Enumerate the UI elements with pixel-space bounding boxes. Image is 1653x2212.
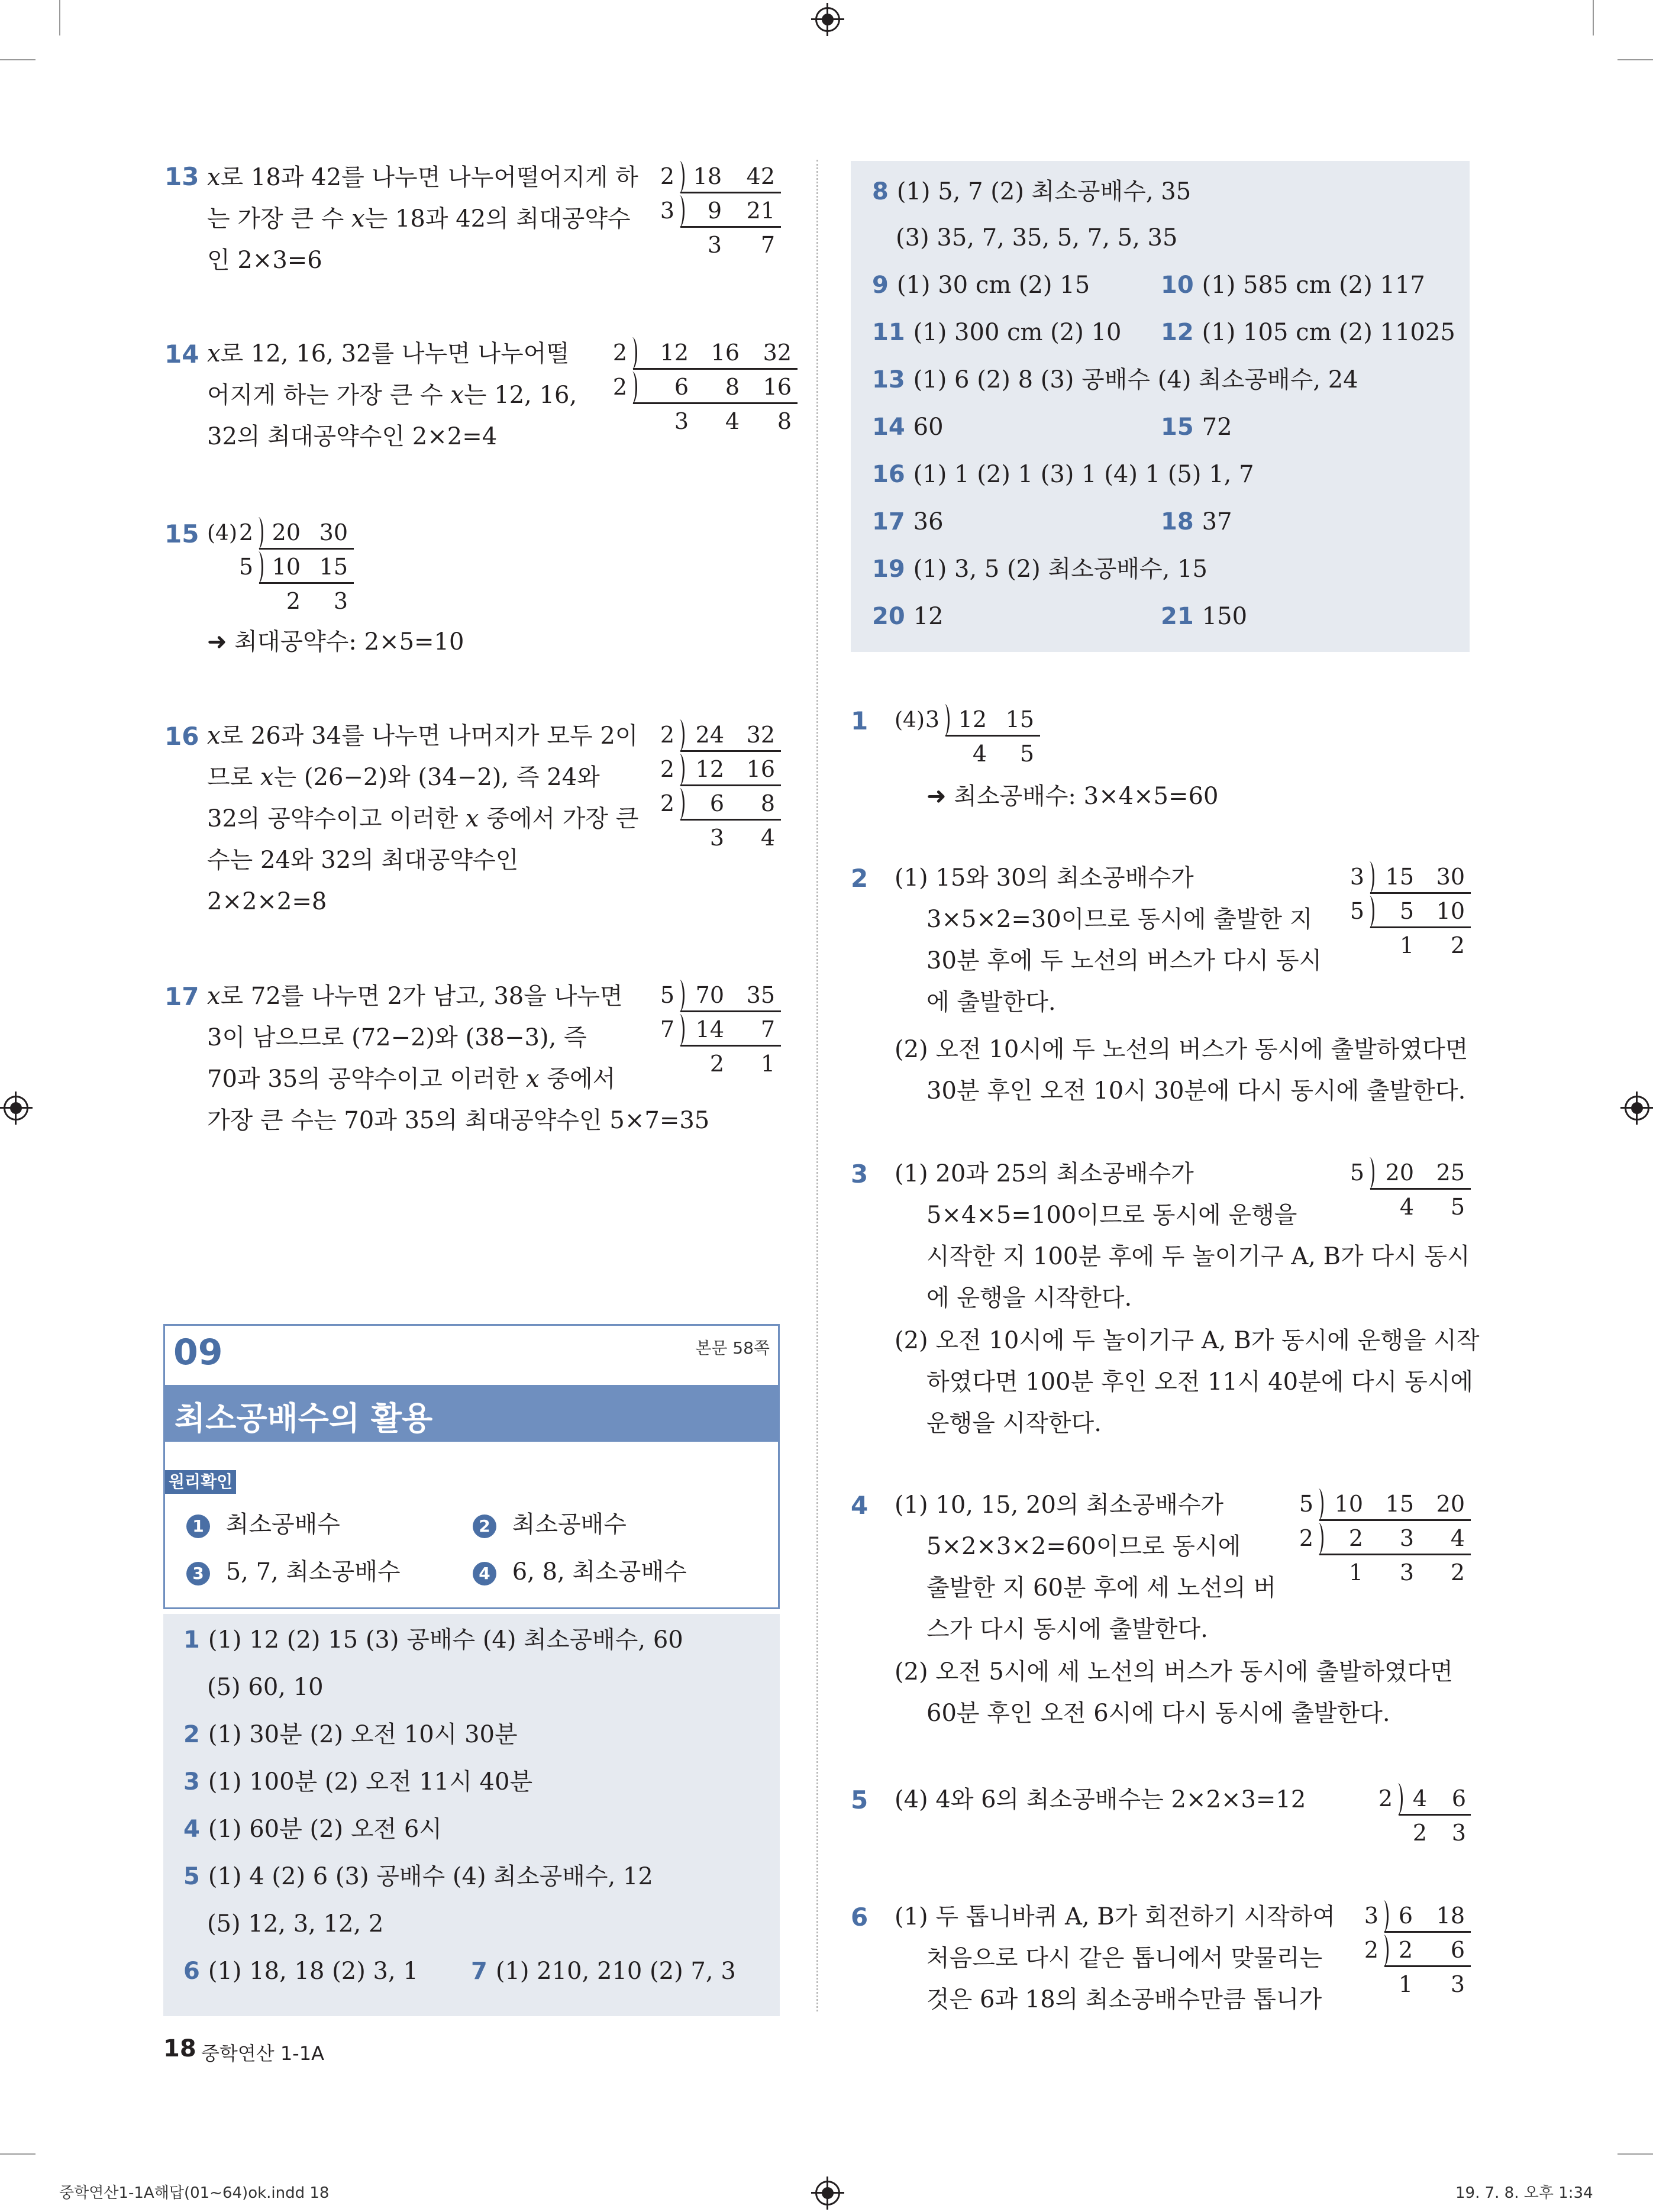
crop-mark — [0, 2153, 35, 2155]
section-title-bar — [165, 1385, 778, 1442]
solution-line: 에 운행을 시작한다. — [926, 1284, 1132, 1312]
solution-line: 인 2×3=6 — [207, 247, 322, 274]
solution-line: 스가 다시 동시에 출발한다. — [926, 1616, 1208, 1643]
crop-mark — [1618, 59, 1653, 60]
circle-number-icon: 4 — [473, 1562, 496, 1585]
solution-line: 2×2×2=8 — [207, 888, 327, 915]
problem-number: 15 — [164, 519, 199, 548]
result-line: ➜ 최대공약수: 2×5=10 — [207, 628, 464, 655]
check-item: 2 최소공배수 — [473, 1506, 627, 1539]
solution-line: (4) 4와 6의 최소공배수는 2×2×3=12 — [895, 1786, 1306, 1813]
problem-number: 13 — [164, 162, 199, 191]
registration-mark-icon — [815, 7, 840, 32]
solution-line: 𝑥로 12, 16, 32를 나누면 나누어떨 — [207, 340, 570, 367]
date-slug: 19. 7. 8. 오후 1:34 — [1455, 2184, 1593, 2202]
solution-line: 3×5×2=30이므로 동시에 출발한 지 — [926, 906, 1313, 933]
check-item: 1 최소공배수 — [186, 1506, 340, 1539]
solution-line: (1) 20과 25의 최소공배수가 — [895, 1160, 1194, 1187]
solution-line: 𝑥로 72를 나누면 2가 남고, 38을 나누면 — [207, 983, 623, 1010]
crop-mark — [1618, 2153, 1653, 2155]
registration-mark-icon — [1625, 1096, 1649, 1120]
solution-line: (2) 오전 10시에 두 노선의 버스가 동시에 출발하였다면 — [895, 1036, 1468, 1063]
answer-box — [851, 161, 1470, 652]
answer-line: 10 (1) 585 cm (2) 117 — [1161, 272, 1425, 299]
solution-line: 5×4×5=100이므로 동시에 운행을 — [926, 1202, 1297, 1229]
registration-mark-icon — [4, 1096, 28, 1120]
problem-number: 1 — [851, 706, 869, 735]
solution-line: 처음으로 다시 같은 톱니에서 맞물리는 — [926, 1945, 1323, 1972]
answer-line: 5 (1) 4 (2) 6 (3) 공배수 (4) 최소공배수, 12 — [183, 1863, 653, 1890]
circle-number-icon: 3 — [186, 1562, 210, 1585]
circle-number-icon: 1 — [186, 1515, 210, 1538]
solution-line: 5×2×3×2=60이므로 동시에 — [926, 1533, 1241, 1560]
problem-number: 14 — [164, 340, 199, 369]
solution-line: (1) 15와 30의 최소공배수가 — [895, 864, 1194, 892]
solution-line: 가장 큰 수는 70과 35의 최대공약수인 5×7=35 — [207, 1107, 710, 1134]
circle-number-icon: 2 — [473, 1515, 496, 1538]
answer-line: 20 12 — [872, 603, 944, 630]
answer-line: 18 37 — [1161, 508, 1232, 535]
solution-line: 에 출발한다. — [926, 989, 1056, 1016]
problem-number: 17 — [164, 982, 199, 1011]
solution-line: 60분 후인 오전 6시에 다시 동시에 출발한다. — [926, 1700, 1390, 1727]
solution-line: 어지게 하는 가장 큰 수 𝑥는 12, 16, — [207, 382, 577, 409]
page-reference: 본문 58쪽 — [695, 1338, 770, 1358]
solution-line: 하였다면 100분 후인 오전 11시 40분에 다시 동시에 — [926, 1368, 1474, 1396]
answer-line: 11 (1) 300 cm (2) 10 — [872, 319, 1122, 346]
answer-line: 7 (1) 210, 210 (2) 7, 3 — [471, 1958, 736, 1985]
answer-line: (5) 12, 3, 12, 2 — [207, 1910, 384, 1937]
solution-line: 시작한 지 100분 후에 두 놀이기구 A, B가 다시 동시 — [926, 1243, 1470, 1270]
answer-line: 16 (1) 1 (2) 1 (3) 1 (4) 1 (5) 1, 7 — [872, 461, 1254, 488]
solution-line: 운행을 시작한다. — [926, 1410, 1102, 1437]
solution-line: 30분 후에 두 노선의 버스가 다시 동시 — [926, 947, 1322, 974]
crop-mark — [0, 59, 35, 60]
answer-line: 17 36 — [872, 508, 944, 535]
answer-line: 1 (1) 12 (2) 15 (3) 공배수 (4) 최소공배수, 60 — [183, 1626, 683, 1654]
problem-number: 16 — [164, 722, 199, 751]
solution-line: 𝑥로 18과 42를 나누면 나누어떨어지게 하 — [207, 164, 638, 191]
problem-number: 5 — [851, 1785, 869, 1814]
problem-number: 2 — [851, 864, 869, 893]
page-number: 18 — [163, 2035, 196, 2062]
solution-line: (1) 두 톱니바퀴 A, B가 회전하기 시작하여 — [895, 1903, 1335, 1930]
solution-line: (1) 10, 15, 20의 최소공배수가 — [895, 1491, 1224, 1519]
check-item: 4 6, 8, 최소공배수 — [473, 1553, 687, 1587]
solution-line: 것은 6과 18의 최소공배수만큼 톱니가 — [926, 1986, 1322, 2013]
answer-box — [163, 1614, 780, 2016]
problem-number: 6 — [851, 1903, 869, 1932]
solution-line: (2) 오전 5시에 세 노선의 버스가 동시에 출발하였다면 — [895, 1658, 1453, 1685]
answer-line: 9 (1) 30 cm (2) 15 — [872, 272, 1090, 299]
answer-line: 15 72 — [1161, 414, 1232, 441]
section-number: 09 — [173, 1332, 223, 1373]
check-item: 3 5, 7, 최소공배수 — [186, 1553, 401, 1587]
book-title: 중학연산 1-1A — [201, 2042, 324, 2065]
principle-check-label: 원리확인 — [165, 1470, 236, 1494]
solution-line: 는 가장 큰 수 𝑥는 18과 42의 최대공약수 — [207, 205, 631, 232]
answer-line: (5) 60, 10 — [207, 1674, 324, 1701]
answer-line: 3 (1) 100분 (2) 오전 11시 40분 — [183, 1768, 533, 1796]
answer-line: 19 (1) 3, 5 (2) 최소공배수, 15 — [872, 556, 1208, 583]
solution-line: 32의 최대공약수인 2×2=4 — [207, 423, 498, 450]
solution-line: 3이 남으므로 (72−2)와 (38−3), 즉 — [207, 1024, 587, 1051]
registration-mark-icon — [815, 2181, 840, 2205]
solution-line: (2) 오전 10시에 두 놀이기구 A, B가 동시에 운행을 시작 — [895, 1327, 1480, 1354]
solution-line: 출발한 지 60분 후에 세 노선의 버 — [926, 1574, 1276, 1601]
answer-line: (3) 35, 7, 35, 5, 7, 5, 35 — [896, 224, 1178, 251]
sub-label: (4) — [895, 708, 925, 732]
answer-line: 12 (1) 105 cm (2) 11025 — [1161, 319, 1455, 346]
section-title: 최소공배수의 활용 — [175, 1400, 433, 1437]
answer-line: 2 (1) 30분 (2) 오전 10시 30분 — [183, 1721, 518, 1748]
solution-line: 30분 후인 오전 10시 30분에 다시 동시에 출발한다. — [926, 1077, 1466, 1105]
crop-mark — [1593, 0, 1594, 35]
column-divider — [816, 160, 818, 2011]
solution-line: 수는 24와 32의 최대공약수인 — [207, 847, 519, 874]
answer-line: 14 60 — [872, 414, 944, 441]
result-line: ➜ 최소공배수: 3×4×5=60 — [926, 783, 1219, 810]
sub-label: (4) — [207, 521, 237, 545]
answer-line: 8 (1) 5, 7 (2) 최소공배수, 35 — [872, 178, 1192, 205]
solution-line: 32의 공약수이고 이러한 𝑥 중에서 가장 큰 — [207, 805, 639, 832]
solution-line: 므로 𝑥는 (26−2)와 (34−2), 즉 24와 — [207, 764, 600, 791]
section-box — [163, 1324, 780, 1609]
problem-number: 4 — [851, 1491, 869, 1520]
answer-line: 6 (1) 18, 18 (2) 3, 1 — [183, 1958, 418, 1985]
problem-number: 3 — [851, 1160, 869, 1189]
crop-mark — [59, 0, 60, 35]
answer-line: 4 (1) 60분 (2) 오전 6시 — [183, 1816, 442, 1843]
answer-line: 21 150 — [1161, 603, 1248, 630]
file-slug: 중학연산1-1A해답(01~64)ok.indd 18 — [59, 2184, 330, 2202]
answer-line: 13 (1) 6 (2) 8 (3) 공배수 (4) 최소공배수, 24 — [872, 366, 1358, 393]
solution-line: 𝑥로 26과 34를 나누면 나머지가 모두 2이 — [207, 722, 638, 750]
solution-line: 70과 35의 공약수이고 이러한 𝑥 중에서 — [207, 1065, 616, 1093]
